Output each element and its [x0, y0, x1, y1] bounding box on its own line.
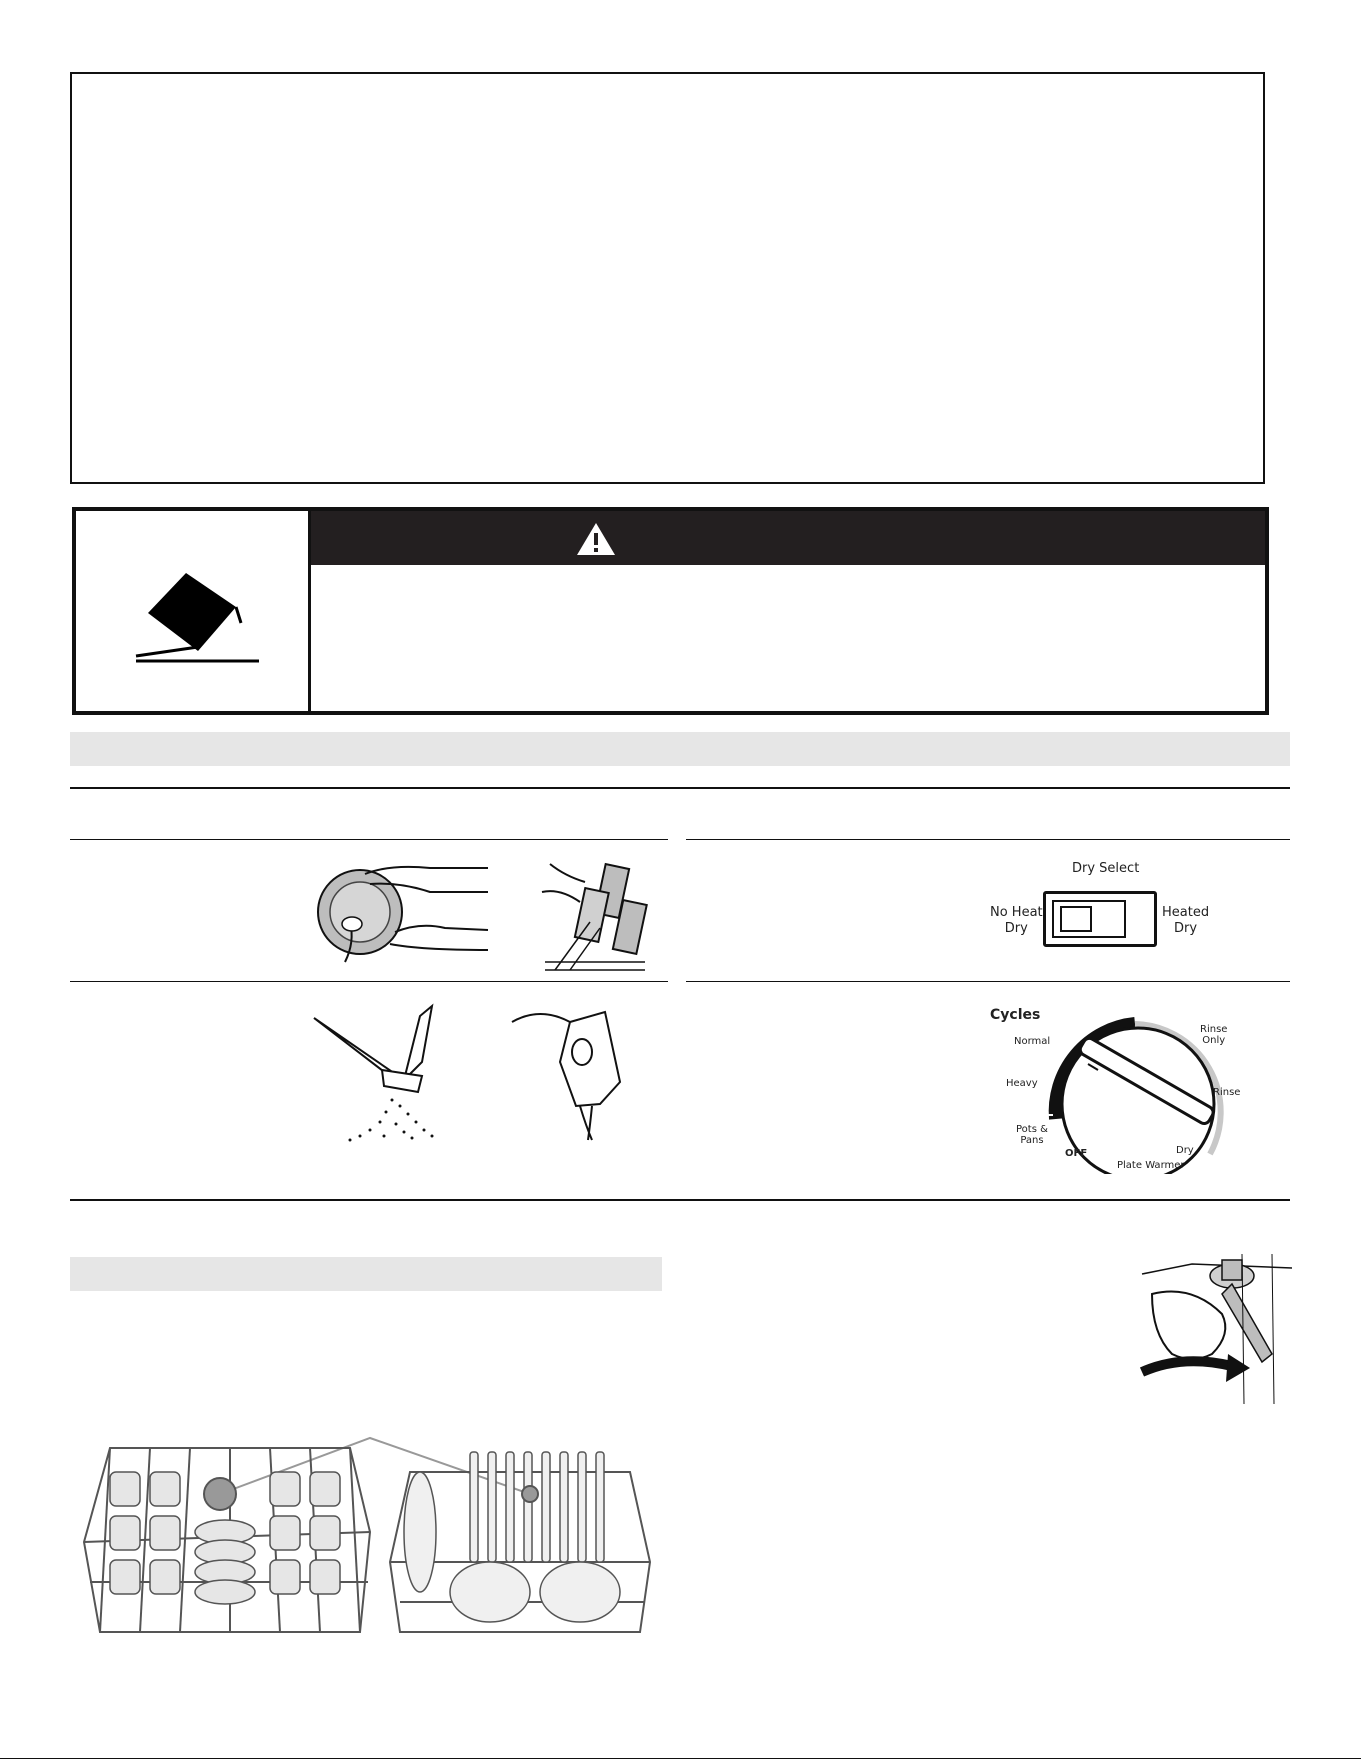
- tip-over-hazard-icon: [76, 511, 311, 711]
- cycle-heavy-label: Heavy: [1006, 1078, 1038, 1089]
- dishwasher-racks-illustration: [70, 1432, 670, 1644]
- pots-pans-line-2: Pans: [1020, 1135, 1044, 1146]
- divider: [686, 981, 1290, 982]
- no-heat-line-1: No Heat: [990, 905, 1043, 920]
- footer-divider: [0, 1758, 1361, 1759]
- divider: [70, 981, 668, 982]
- cycles-title: Cycles: [990, 1007, 1041, 1023]
- cycle-pots-pans-label: [1016, 1124, 1048, 1146]
- rinse-only-line-1: Rinse: [1200, 1024, 1228, 1035]
- pour-gel-detergent-illustration: [510, 1002, 630, 1142]
- dry-select-title: Dry Select: [1072, 861, 1140, 876]
- divider: [70, 787, 1290, 789]
- pots-pans-line-1: Pots &: [1016, 1124, 1048, 1135]
- heated-line-1: Heated: [1162, 905, 1210, 920]
- spray-arm-removal-illustration: [1132, 1254, 1292, 1404]
- load-glasses-illustration: [540, 862, 650, 972]
- rinse-only-line-2: Only: [1202, 1035, 1226, 1046]
- cycle-rinse-label: Rinse: [1213, 1087, 1241, 1098]
- cycle-dry-label: Dry: [1176, 1145, 1194, 1156]
- divider: [70, 839, 668, 840]
- cycle-plate-warmer-label: Plate Warmer: [1117, 1160, 1185, 1171]
- cycle-off-label: OFF: [1065, 1148, 1088, 1159]
- divider: [686, 839, 1290, 840]
- no-heat-dry-label: [990, 905, 1043, 937]
- top-notice-box: [70, 72, 1265, 484]
- dry-select-switch[interactable]: [1043, 891, 1157, 947]
- divider: [70, 1199, 1290, 1201]
- warning-block: [72, 507, 1269, 715]
- scrape-plate-illustration: [310, 862, 490, 970]
- no-heat-line-2: Dry: [1004, 921, 1028, 936]
- dry-select-rocker[interactable]: [1052, 900, 1126, 938]
- heated-line-2: Dry: [1174, 921, 1198, 936]
- subsection-heading-band: [70, 1257, 662, 1291]
- pour-powder-detergent-illustration: [312, 1002, 462, 1142]
- warning-triangle-icon: [575, 521, 617, 557]
- cycle-normal-label: Normal: [1014, 1036, 1051, 1047]
- section-heading-band: [70, 732, 1290, 766]
- warning-icon-panel: [76, 511, 311, 711]
- cycle-rinse-only-label: [1200, 1024, 1227, 1046]
- warning-header-bar: [311, 511, 1265, 565]
- heated-dry-label: [1162, 905, 1209, 937]
